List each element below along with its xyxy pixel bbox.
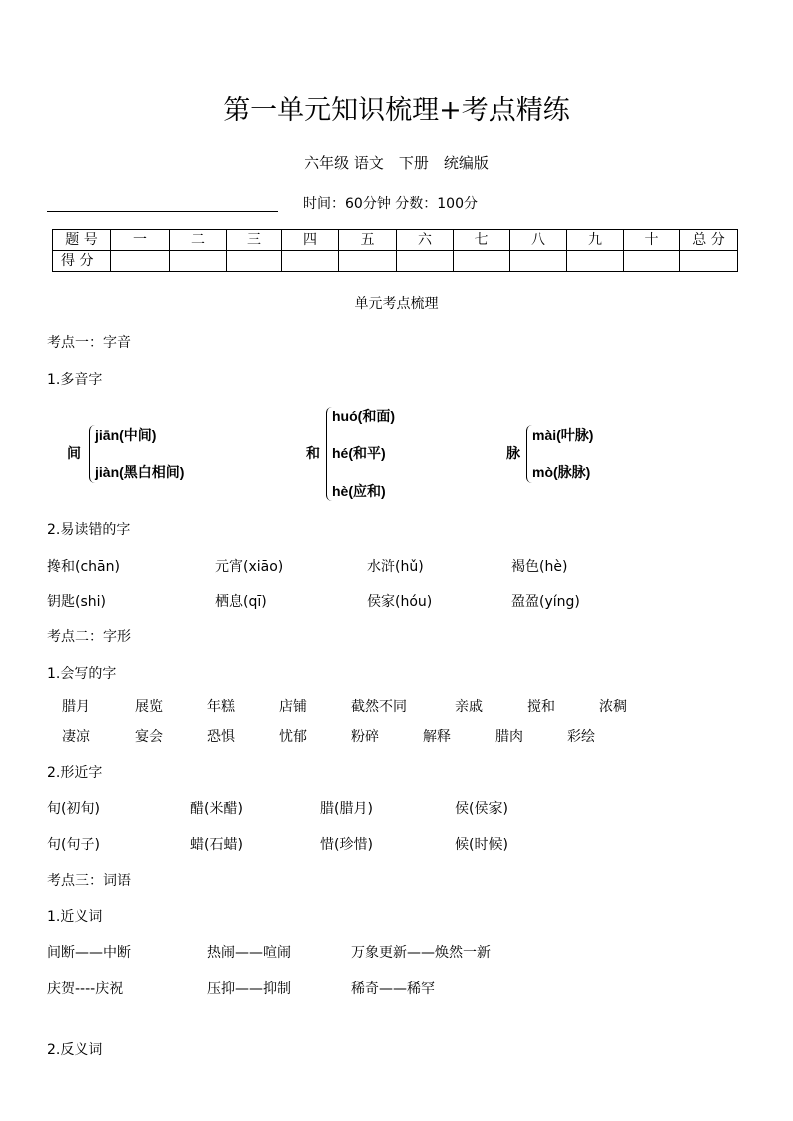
score-cell[interactable] (111, 251, 170, 272)
subheading: 2.形近字 (47, 765, 103, 781)
misread-item: 水浒(hǔ) (367, 559, 424, 575)
synonym-pair: 稀奇——稀罕 (351, 981, 435, 997)
table-header-cell: 七 (454, 230, 510, 251)
score-cell[interactable] (397, 251, 454, 272)
poly-char: 脉 (506, 445, 520, 461)
time-score: 时间：60分钟 分数：100分 (303, 196, 478, 212)
poly-char: 和 (306, 445, 320, 461)
table-header-cell: 题 号 (53, 230, 111, 251)
word-item: 恐惧 (207, 729, 235, 745)
score-cell[interactable] (227, 251, 282, 272)
subheading: 1.近义词 (47, 909, 103, 925)
table-header-cell: 八 (510, 230, 567, 251)
misread-item: 元宵(xiāo) (215, 559, 284, 575)
misread-item: 钥匙(shi) (47, 594, 106, 610)
table-header-cell: 总 分 (680, 230, 738, 251)
synonym-pair: 压抑——抑制 (207, 981, 291, 997)
word-item: 腊月 (62, 699, 90, 715)
poly-reading: mò(脉脉) (532, 464, 591, 480)
subheading: 2.易读错的字 (47, 522, 131, 538)
score-cell[interactable] (680, 251, 738, 272)
table-row (53, 251, 738, 272)
score-cell[interactable] (454, 251, 510, 272)
word-item: 凄凉 (62, 729, 90, 745)
synonym-pair: 热闹——喧闹 (207, 945, 291, 961)
poly-reading: jiàn(黑白相间) (95, 464, 185, 480)
table-header-cell: 六 (397, 230, 454, 251)
word-item: 宴会 (135, 729, 163, 745)
similar-char-item: 候(时候) (455, 837, 508, 853)
heading: 考点二：字形 (47, 629, 131, 645)
score-cell[interactable] (510, 251, 567, 272)
similar-char-item: 侯(侯家) (455, 801, 508, 817)
word-item: 腊肉 (495, 729, 523, 745)
score-cell[interactable] (567, 251, 624, 272)
synonym-pair: 庆贺----庆祝 (47, 981, 124, 997)
table-header-cell: 一 (111, 230, 170, 251)
word-item: 解释 (423, 729, 451, 745)
word-item: 店铺 (279, 699, 307, 715)
score-cell[interactable] (624, 251, 680, 272)
score-cell[interactable] (339, 251, 397, 272)
score-table (52, 229, 738, 272)
word-item: 忧郁 (279, 729, 307, 745)
misread-item: 栖息(qī) (215, 594, 267, 610)
subheading: 1.多音字 (47, 372, 103, 388)
word-item: 展览 (135, 699, 163, 715)
poly-reading: huó(和面) (332, 408, 395, 424)
poly-reading: jiān(中间) (95, 427, 157, 443)
synonym-pair: 间断——中断 (47, 945, 131, 961)
poly-char: 间 (67, 445, 81, 461)
score-cell[interactable] (282, 251, 339, 272)
similar-char-item: 旬(初旬) (47, 801, 100, 817)
word-item: 亲戚 (455, 699, 483, 715)
word-item: 粉碎 (351, 729, 379, 745)
heading: 考点一：字音 (47, 335, 131, 351)
poly-reading: hè(应和) (332, 483, 386, 499)
row-label: 得 分 (53, 251, 111, 272)
word-item: 搅和 (527, 699, 555, 715)
table-header-cell: 三 (227, 230, 282, 251)
misread-item: 褐色(hè) (511, 559, 568, 575)
table-header-cell: 九 (567, 230, 624, 251)
table-header-cell: 十 (624, 230, 680, 251)
table-row (53, 230, 738, 251)
name-blank-line (47, 211, 278, 212)
similar-char-item: 蜡(石蜡) (190, 837, 243, 853)
word-item: 彩绘 (567, 729, 595, 745)
subheading: 1.会写的字 (47, 666, 117, 682)
table-header-cell: 四 (282, 230, 339, 251)
section-title: 单元考点梳理 (354, 296, 439, 312)
score-cell[interactable] (170, 251, 227, 272)
word-item: 截然不同 (351, 699, 407, 715)
subheading: 2.反义词 (47, 1042, 103, 1058)
similar-char-item: 醋(米醋) (190, 801, 243, 817)
synonym-pair: 万象更新——焕然一新 (351, 945, 491, 961)
poly-reading: mài(叶脉) (532, 427, 594, 443)
subtitle: 六年级 语文 下册 统编版 (304, 154, 489, 172)
similar-char-item: 腊(腊月) (320, 801, 373, 817)
table-header-cell: 五 (339, 230, 397, 251)
poly-reading: hé(和平) (332, 445, 386, 461)
similar-char-item: 句(句子) (47, 837, 100, 853)
word-item: 年糕 (207, 699, 235, 715)
misread-item: 侯家(hóu) (367, 594, 433, 610)
similar-char-item: 惜(珍惜) (320, 837, 373, 853)
misread-item: 盈盈(yíng) (511, 594, 580, 610)
page-title: 第一单元知识梳理+考点精练 (223, 95, 570, 126)
table-header-cell: 二 (170, 230, 227, 251)
heading: 考点三：词语 (47, 873, 131, 889)
word-item: 浓稠 (599, 699, 627, 715)
misread-item: 搀和(chān) (47, 559, 120, 575)
